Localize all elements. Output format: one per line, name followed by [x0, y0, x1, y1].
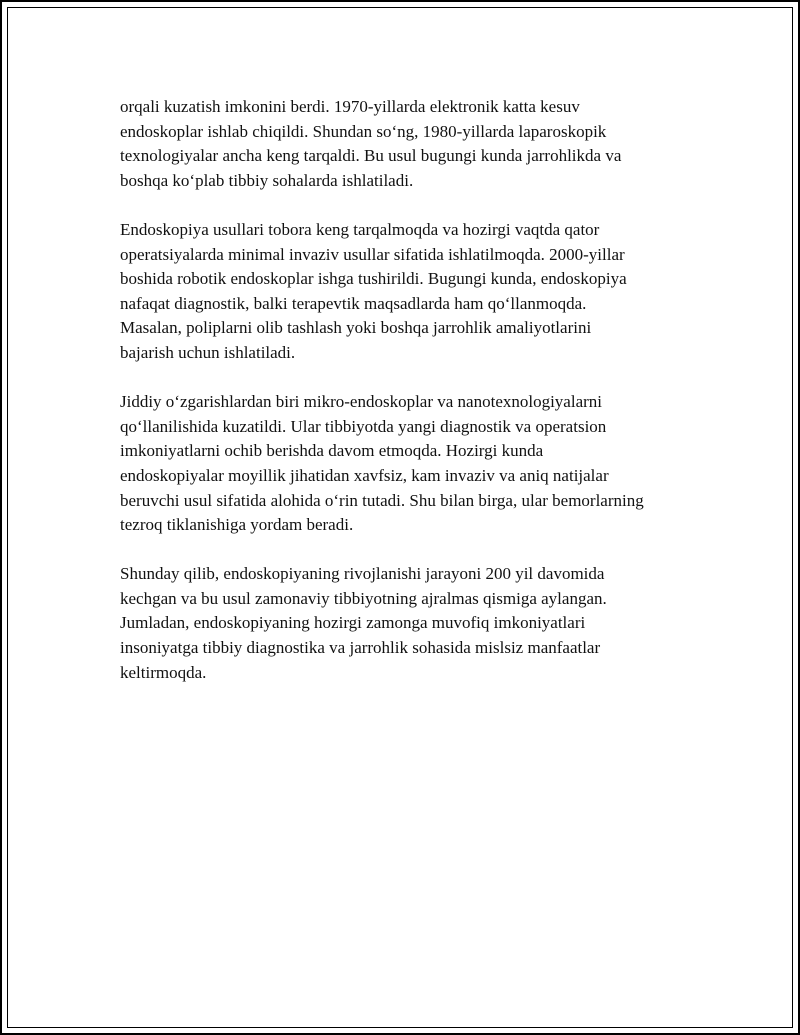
document-body [120, 95, 720, 710]
text-line: beruvchi usul sifatida alohida o‘rin tutadi. Shu bilan birga, ular bemorlarning [120, 490, 644, 510]
text-line: tezroq tiklanishiga yordam beradi. [120, 515, 354, 535]
text-line: nafaqat diagnostik, balki terapevtik maqsadlarda ham qo‘llanmoqda. [120, 293, 587, 313]
text-line: qo‘llanilishida kuzatildi. Ular tibbiyotda yangi diagnostik va operatsion [120, 416, 607, 436]
paragraph-4 [120, 562, 720, 685]
text-line: texnologiyalar ancha keng tarqaldi. Bu usul bugungi kunda jarrohlikda va [120, 146, 622, 166]
text-line: Masalan, poliplarni olib tashlash yoki boshqa jarrohlik amaliyotlarini [120, 318, 592, 338]
text-line: imkoniyatlarni ochib berishda davom etmoqda. Hozirgi kunda [120, 441, 544, 461]
text-line: Endoskopiya usullari tobora keng tarqalmoqda va hozirgi vaqtda qator [120, 219, 600, 239]
text-line: Shunday qilib, endoskopiyaning rivojlanishi jarayoni 200 yil davomida [120, 564, 605, 584]
text-line: kechgan va bu usul zamonaviy tibbiyotning ajralmas qismiga aylangan. [120, 588, 607, 608]
text-line: operatsiyalarda minimal invaziv usullar sifatida ishlatilmoqda. 2000-yillar [120, 244, 625, 264]
text-line: bajarish uchun ishlatiladi. [120, 342, 296, 362]
paragraph-2 [120, 218, 720, 366]
text-line: insoniyatga tibbiy diagnostika va jarrohlik sohasida mislsiz manfaatlar [120, 638, 601, 658]
text-line: boshida robotik endoskoplar ishga tushirildi. Bugungi kunda, endoskopiya [120, 269, 627, 289]
text-line: endoskopiyalar moyillik jihatidan xavfsiz, kam invaziv va aniq natijalar [120, 465, 609, 485]
text-line: Jumladan, endoskopiyaning hozirgi zamonga muvofiq imkoniyatlari [120, 613, 586, 633]
paragraph-3 [120, 390, 720, 538]
text-line: endoskoplar ishlab chiqildi. Shundan so‘ng, 1980-yillarda laparoskopik [120, 121, 607, 141]
text-line: boshqa ko‘plab tibbiy sohalarda ishlatiladi. [120, 170, 414, 190]
paragraph-1 [120, 95, 720, 193]
text-line: orqali kuzatish imkonini berdi. 1970-yillarda elektronik katta kesuv [120, 97, 580, 116]
text-line: keltirmoqda. [120, 662, 207, 682]
text-line: Jiddiy o‘zgarishlardan biri mikro-endoskoplar va nanotexnologiyalarni [120, 392, 603, 412]
